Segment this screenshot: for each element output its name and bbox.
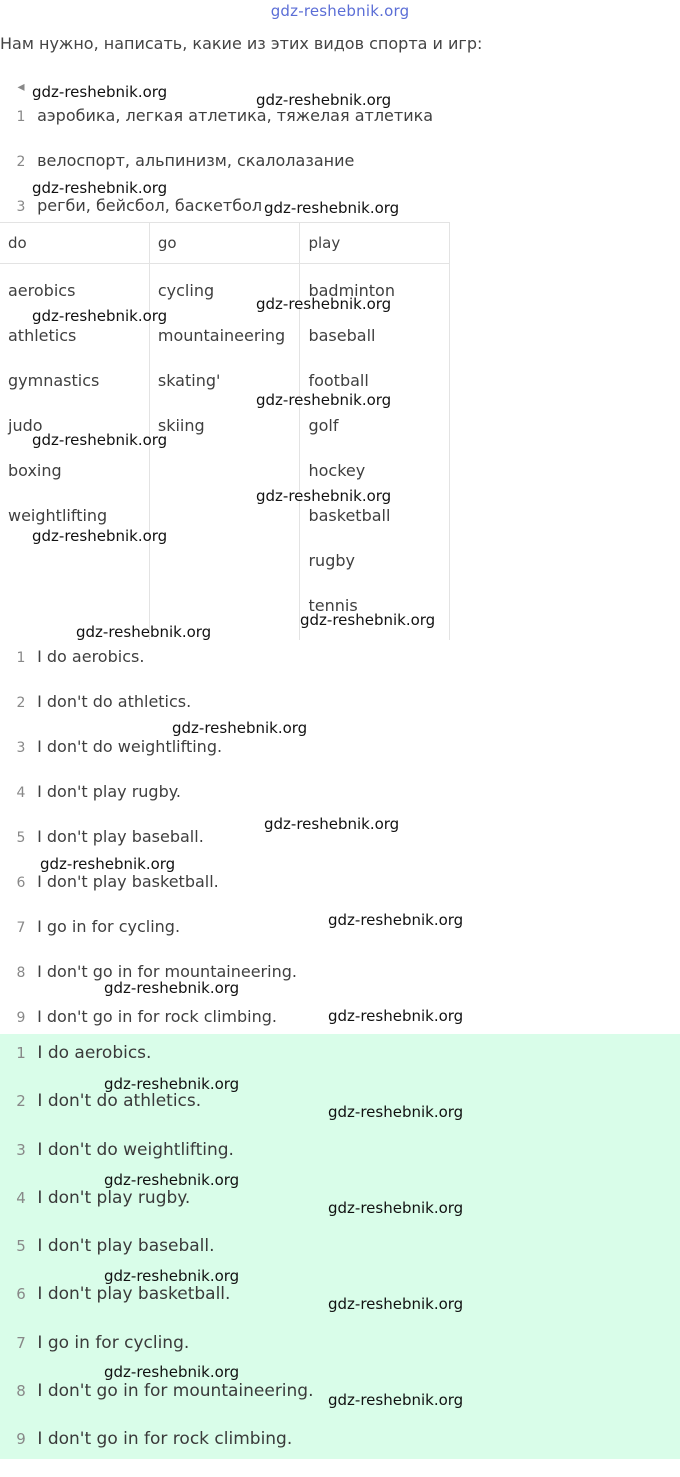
- watermark: gdz-reshebnik.org: [256, 391, 392, 409]
- answer-item: [10, 736, 297, 781]
- watermark: gdz-reshebnik.org: [328, 911, 464, 929]
- watermark: gdz-reshebnik.org: [328, 1007, 464, 1025]
- answer-text: I don't do athletics.: [37, 1091, 202, 1112]
- item-number: 6: [16, 1285, 26, 1304]
- item-number: 6: [16, 875, 26, 891]
- table-cell: judo: [8, 416, 43, 435]
- table-cell: weightlifting: [8, 506, 108, 525]
- column-header-do: do: [0, 223, 149, 264]
- answer-item: [10, 871, 297, 916]
- item-number: 8: [16, 965, 26, 981]
- answer-text: I don't play baseball.: [37, 827, 204, 846]
- answer-item: [10, 646, 297, 691]
- item-number: 5: [16, 830, 26, 846]
- item-number: 3: [16, 199, 26, 215]
- answer-item: [10, 961, 297, 1006]
- item-number: 7: [16, 1333, 26, 1352]
- answer-item: [10, 826, 297, 871]
- answer-item: [10, 1139, 314, 1187]
- item-number: 9: [16, 1430, 26, 1449]
- watermark: gdz-reshebnik.org: [76, 623, 212, 641]
- column-do: [0, 264, 149, 641]
- item-number: 2: [16, 154, 26, 170]
- answer-item: [10, 1187, 314, 1235]
- list-item: ◂: [17, 79, 25, 95]
- item-text: велоспорт, альпинизм, скалолазание: [37, 151, 355, 170]
- answer-text: I don't play basketball.: [37, 872, 219, 891]
- watermark: gdz-reshebnik.org: [32, 83, 168, 101]
- answer-text: I go in for cycling.: [37, 1332, 190, 1353]
- watermark: gdz-reshebnik.org: [300, 611, 436, 629]
- item-number: 1: [16, 1044, 26, 1062]
- answer-text: I don't play rugby.: [37, 1187, 191, 1208]
- table-cell: hockey: [308, 461, 366, 480]
- answer-text: I go in for cycling.: [37, 917, 181, 936]
- task-list: [10, 79, 434, 239]
- table-cell: cycling: [157, 281, 215, 300]
- answer-item: [10, 691, 297, 736]
- list-item: [10, 104, 433, 149]
- watermark: gdz-reshebnik.org: [104, 1171, 240, 1189]
- item-number: 8: [16, 1382, 26, 1401]
- sports-table: [0, 222, 450, 640]
- watermark: gdz-reshebnik.org: [256, 91, 392, 109]
- table-cell: aerobics: [8, 281, 76, 300]
- table-cell: football: [308, 371, 369, 390]
- table-cell: mountaineering: [157, 326, 286, 345]
- item-number: 4: [16, 785, 26, 801]
- answer-item: [10, 1235, 314, 1283]
- table-cell: skating': [157, 371, 221, 390]
- answer-item: [10, 781, 297, 826]
- item-number: 2: [16, 695, 26, 711]
- answer-text: I do aerobics.: [37, 1043, 152, 1063]
- item-number: 3: [16, 740, 26, 756]
- answers-list: [10, 646, 297, 1051]
- answer-item: [10, 1428, 314, 1476]
- table-row: [0, 264, 450, 641]
- item-number: 1: [16, 650, 26, 666]
- item-number: 5: [16, 1237, 26, 1256]
- item-text: аэробика, легкая атлетика, тяжелая атлетика: [37, 106, 434, 125]
- answer-item: [10, 1283, 314, 1331]
- watermark: gdz-reshebnik.org: [256, 487, 392, 505]
- table-cell: golf: [308, 416, 339, 435]
- item-number: 3: [16, 1140, 26, 1159]
- answer-text: I don't go in for mountaineering.: [37, 962, 297, 981]
- watermark: gdz-reshebnik.org: [172, 719, 308, 737]
- watermark: gdz-reshebnik.org: [328, 1391, 464, 1409]
- answer-text: I do aerobics.: [37, 647, 145, 666]
- watermark: gdz-reshebnik.org: [104, 979, 240, 997]
- answer-item: [10, 1332, 314, 1380]
- watermark: gdz-reshebnik.org: [104, 1363, 240, 1381]
- answer-text: I don't go in for rock climbing.: [37, 1429, 293, 1450]
- watermark: gdz-reshebnik.org: [328, 1103, 464, 1121]
- answer-text: I don't do athletics.: [37, 692, 192, 711]
- watermark: gdz-reshebnik.org: [32, 431, 168, 449]
- table-cell: skiing: [157, 416, 205, 435]
- column-play: [300, 264, 450, 641]
- answer-item: [10, 1380, 314, 1428]
- task-intro: Нам нужно, написать, какие из этих видов спорта и игр:: [0, 34, 483, 53]
- column-go: [149, 264, 300, 641]
- list-item: [10, 149, 433, 194]
- site-header-link[interactable]: gdz-reshebnik.org: [270, 2, 410, 20]
- table-cell: tennis: [308, 596, 358, 615]
- column-header-go: go: [149, 223, 300, 264]
- item-number: 4: [16, 1188, 26, 1207]
- table-cell: gymnastics: [8, 371, 100, 390]
- answer-text: I don't go in for rock climbing.: [37, 1007, 277, 1026]
- table-cell: badminton: [308, 281, 395, 300]
- item-number: 1: [16, 109, 26, 125]
- table-header-row: [0, 223, 450, 264]
- watermark: gdz-reshebnik.org: [104, 1267, 240, 1285]
- table-cell: basketball: [308, 506, 391, 525]
- table-cell: athletics: [8, 326, 77, 345]
- answer-item: [10, 916, 297, 961]
- watermark: gdz-reshebnik.org: [264, 199, 400, 217]
- answer-text: I don't do weightlifting.: [37, 737, 223, 756]
- table-cell: boxing: [8, 461, 62, 480]
- table-cell: baseball: [308, 326, 376, 345]
- watermark: gdz-reshebnik.org: [264, 815, 400, 833]
- watermark: gdz-reshebnik.org: [32, 307, 168, 325]
- answer-text: I don't go in for mountaineering.: [37, 1381, 314, 1402]
- answer-item: [10, 1090, 314, 1138]
- column-header-play: play: [300, 223, 450, 264]
- watermark: gdz-reshebnik.org: [256, 295, 392, 313]
- watermark: gdz-reshebnik.org: [32, 527, 168, 545]
- answer-text: I don't do weightlifting.: [37, 1139, 234, 1160]
- answer-text: I don't play rugby.: [37, 782, 182, 801]
- item-text: регби, бейсбол, баскетбол: [37, 196, 263, 215]
- watermark: gdz-reshebnik.org: [32, 179, 168, 197]
- item-number: 7: [16, 920, 26, 936]
- watermark: gdz-reshebnik.org: [40, 855, 176, 873]
- highlighted-answers-list: [10, 1042, 314, 1477]
- watermark: gdz-reshebnik.org: [328, 1199, 464, 1217]
- answer-text: I don't play baseball.: [37, 1236, 215, 1257]
- table-cell: rugby: [308, 551, 355, 570]
- watermark: gdz-reshebnik.org: [328, 1295, 464, 1313]
- item-number: 9: [16, 1010, 26, 1026]
- answer-item: [10, 1042, 314, 1090]
- watermark: gdz-reshebnik.org: [104, 1075, 240, 1093]
- item-number: 2: [16, 1092, 26, 1111]
- answer-text: I don't play basketball.: [37, 1284, 231, 1305]
